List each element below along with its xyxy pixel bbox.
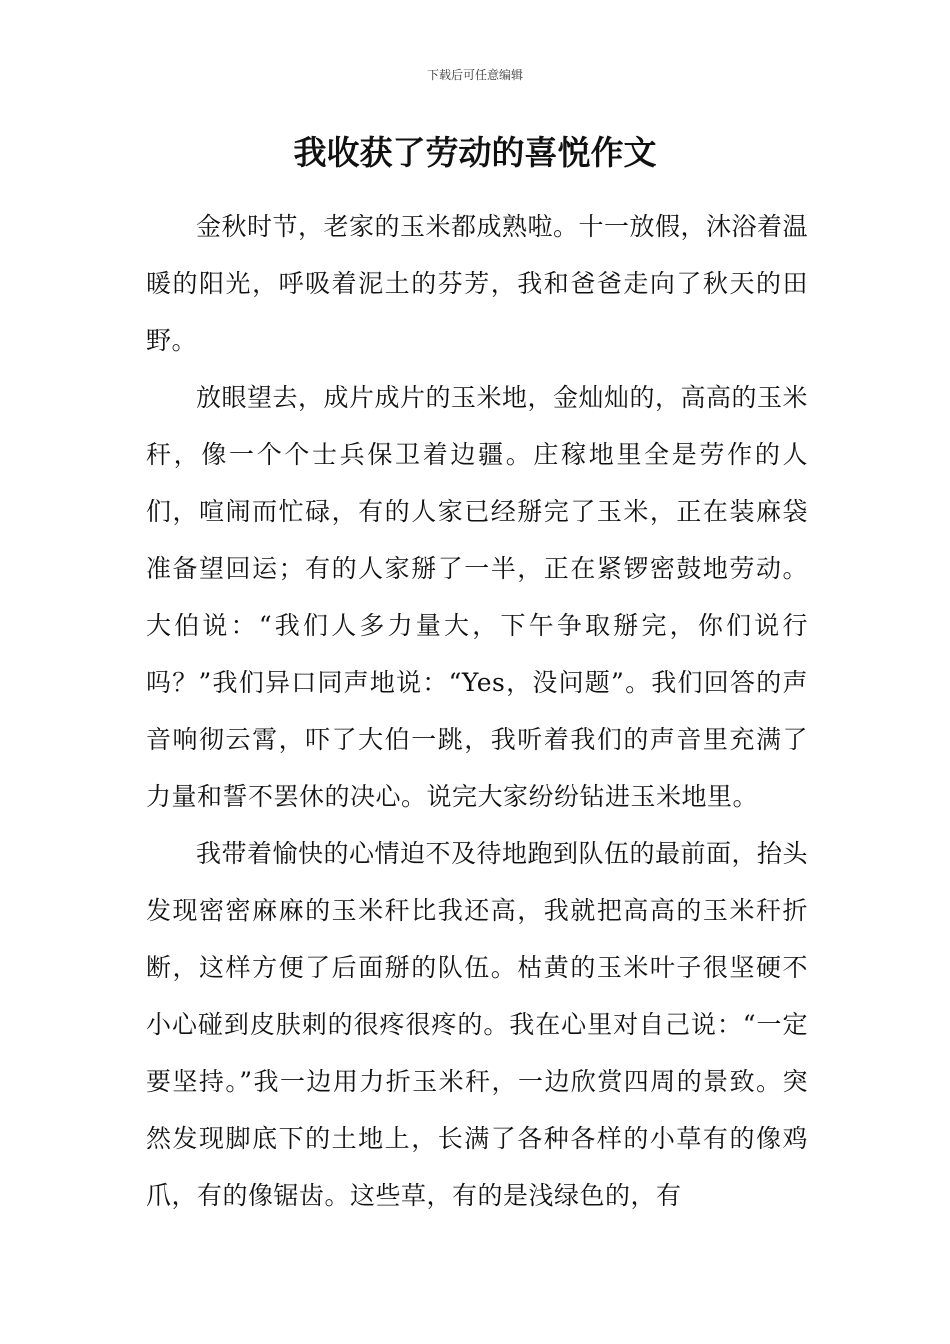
- document-body: [146, 198, 808, 1224]
- header-note: 下载后可任意编辑: [426, 68, 523, 82]
- paragraph-2: 放眼望去，成片成片的玉米地，金灿灿的，高高的玉米秆，像一个个士兵保卫着边疆。庄稼地里全是劳作的人们，喧闹而忙碌，有的人家已经掰完了玉米，正在装麻袋准备望回运；有的人家掰了一半，正在紧锣密鼓地劳动。大伯说：“我们人多力量大，下午争取掰完，你们说行吗？”我们异口同声地说：“Yes，没问题”。我们回答的声音响彻云霄，吓了大伯一跳，我听着我们的声音里充满了力量和誓不罢休的决心。说完大家纷纷钻进玉米地里。: [146, 383, 809, 811]
- paragraph-3: 我带着愉快的心情迫不及待地跑到队伍的最前面，抬头发现密密麻麻的玉米秆比我还高，我就把高高的玉米秆折断，这样方便了后面掰的队伍。枯黄的玉米叶子很坚硬不小心碰到皮肤刺的很疼很疼的。我在心里对自己说：“一定要坚持。”我一边用力折玉米秆，一边欣赏四周的景致。突然发现脚底下的土地上，长满了各种各样的小草有的像鸡爪，有的像锯齿。这些草，有的是浅绿色的，有: [146, 839, 809, 1210]
- document-title: 我收获了劳动的喜悦作文: [293, 133, 657, 172]
- paragraph-1: 金秋时节，老家的玉米都成熟啦。十一放假，沐浴着温暖的阳光，呼吸着泥土的芬芳，我和爸爸走向了秋天的田野。: [146, 212, 809, 355]
